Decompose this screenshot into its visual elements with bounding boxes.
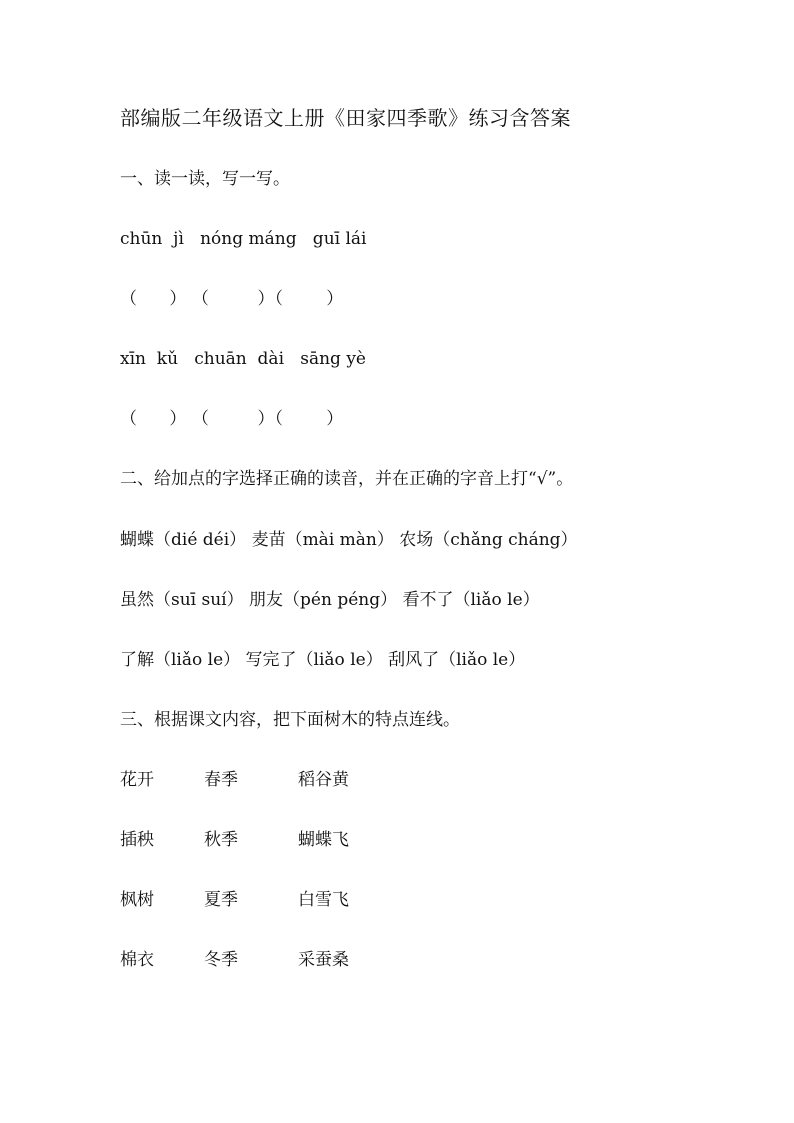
matching-item-left: 插秧 — [120, 830, 154, 850]
answer-brackets-row-2: （ ） （ ）（ ） — [120, 409, 344, 429]
section-2-heading: 二、给加点的字选择正确的读音，并在正确的字音上打“√”。 — [120, 469, 574, 489]
matching-item-right: 稻谷黄 — [298, 770, 349, 790]
reading-choice-row-2: 虽然（suī suí） 朋友（pén péng） 看不了（liǎo le） — [120, 590, 540, 610]
answer-brackets-row-1: （ ） （ ）（ ） — [120, 289, 344, 309]
section-1-heading: 一、读一读，写一写。 — [120, 169, 290, 189]
page-title: 部编版二年级语文上册《田家四季歌》练习含答案 — [120, 106, 571, 130]
pinyin-row-2: xīn kǔ chuān dài sāng yè — [120, 349, 366, 369]
matching-item-right: 白雪飞 — [298, 890, 349, 910]
matching-item-left: 棉衣 — [120, 950, 154, 970]
pinyin-row-1: chūn jì nóng máng guī lái — [120, 229, 367, 249]
matching-item-middle: 春季 — [204, 770, 238, 790]
reading-choice-row-1: 蝴蝶（dié déi） 麦苗（mài màn） 农场（chǎng cháng） — [120, 530, 578, 550]
matching-item-middle: 夏季 — [204, 890, 238, 910]
matching-item-left: 枫树 — [120, 890, 154, 910]
matching-item-right: 采蚕桑 — [298, 950, 349, 970]
matching-item-middle: 冬季 — [204, 950, 238, 970]
reading-choice-row-3: 了解（liǎo le） 写完了（liǎo le） 刮风了（liǎo le） — [120, 650, 526, 670]
section-3-heading: 三、根据课文内容，把下面树木的特点连线。 — [120, 710, 460, 730]
matching-item-left: 花开 — [120, 770, 154, 790]
matching-item-middle: 秋季 — [204, 830, 238, 850]
matching-item-right: 蝴蝶飞 — [298, 830, 349, 850]
